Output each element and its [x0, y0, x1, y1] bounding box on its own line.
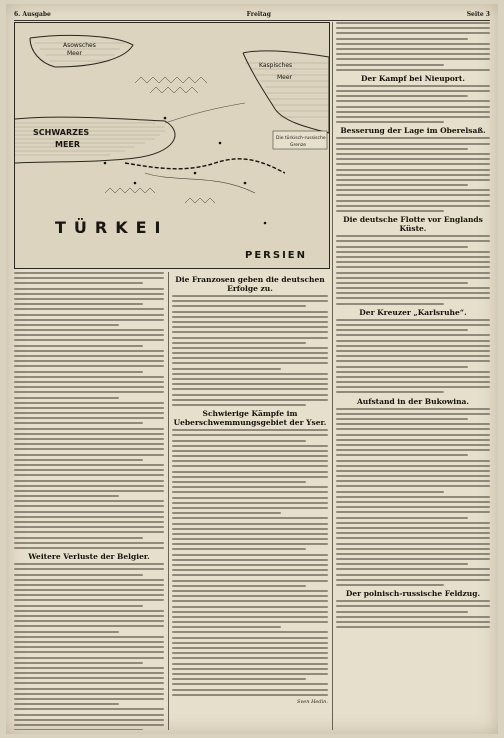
headline-bukowina: Aufstand in der Bukowina.: [356, 396, 470, 406]
svg-text:TÜRKEI: TÜRKEI: [55, 218, 169, 237]
column-3: [336, 22, 490, 730]
page-header: [14, 8, 490, 21]
column-2: [172, 272, 328, 730]
headline-karlsruhe: Der Kreuzer „Karlsruhe“.: [359, 307, 467, 317]
header-center: Freitag: [246, 10, 271, 18]
column-3-text-a: [336, 22, 490, 71]
svg-text:Meer: Meer: [67, 50, 83, 57]
column-1-text-b: [14, 563, 164, 730]
column-1-text-a: [14, 272, 164, 549]
column-3-text-d: [336, 235, 490, 304]
headline-oberelsass: Besserung der Lage im Oberelsaß.: [340, 126, 486, 136]
svg-text:Grenze: Grenze: [290, 143, 306, 148]
svg-text:Asowsches: Asowsches: [63, 42, 96, 49]
headline-franzosen: Die Franzosen geben die deutschen Erfolge zu.: [175, 275, 325, 293]
column-3-text-f: [336, 408, 490, 586]
svg-text:Meer: Meer: [277, 74, 293, 81]
column-rule-2: [332, 22, 333, 730]
column-3-text-g: [336, 600, 490, 628]
headline-flotte: Die deutsche Flotte vor Englands Küste.: [343, 215, 483, 234]
headline-feldzug: Der polnisch-russische Feldzug.: [345, 589, 481, 599]
svg-text:Kaspisches: Kaspisches: [259, 62, 293, 69]
svg-text:PERSIEN: PERSIEN: [245, 250, 307, 261]
header-right: Seite 3: [466, 10, 490, 18]
headline-nieuport: Der Kampf bei Nieuport.: [361, 73, 465, 83]
newspaper-page: [6, 4, 498, 734]
map-figure: [14, 22, 330, 269]
column-2-text-b: [172, 429, 328, 696]
svg-text:Die türkisch-russische: Die türkisch-russische: [276, 136, 326, 141]
column-3-text-c: [336, 137, 490, 212]
svg-text:MEER: MEER: [55, 140, 81, 149]
signature: Sven Hedin.: [297, 698, 328, 705]
column-2-text-a: [172, 295, 328, 406]
svg-text:SCHWARZES: SCHWARZES: [33, 128, 90, 137]
headline-belgier: Weitere Verluste der Belgier.: [28, 552, 150, 562]
header-left: 6. Ausgabe: [14, 10, 51, 18]
map-svg: [15, 23, 329, 268]
column-3-text-b: [336, 85, 490, 123]
headline-yser: Schwierige Kämpfe im Ueberschwemmungsgebiet der Yser.: [173, 409, 327, 428]
column-rule-1: [168, 272, 169, 730]
column-3-text-e: [336, 319, 490, 394]
column-1: [14, 272, 164, 730]
